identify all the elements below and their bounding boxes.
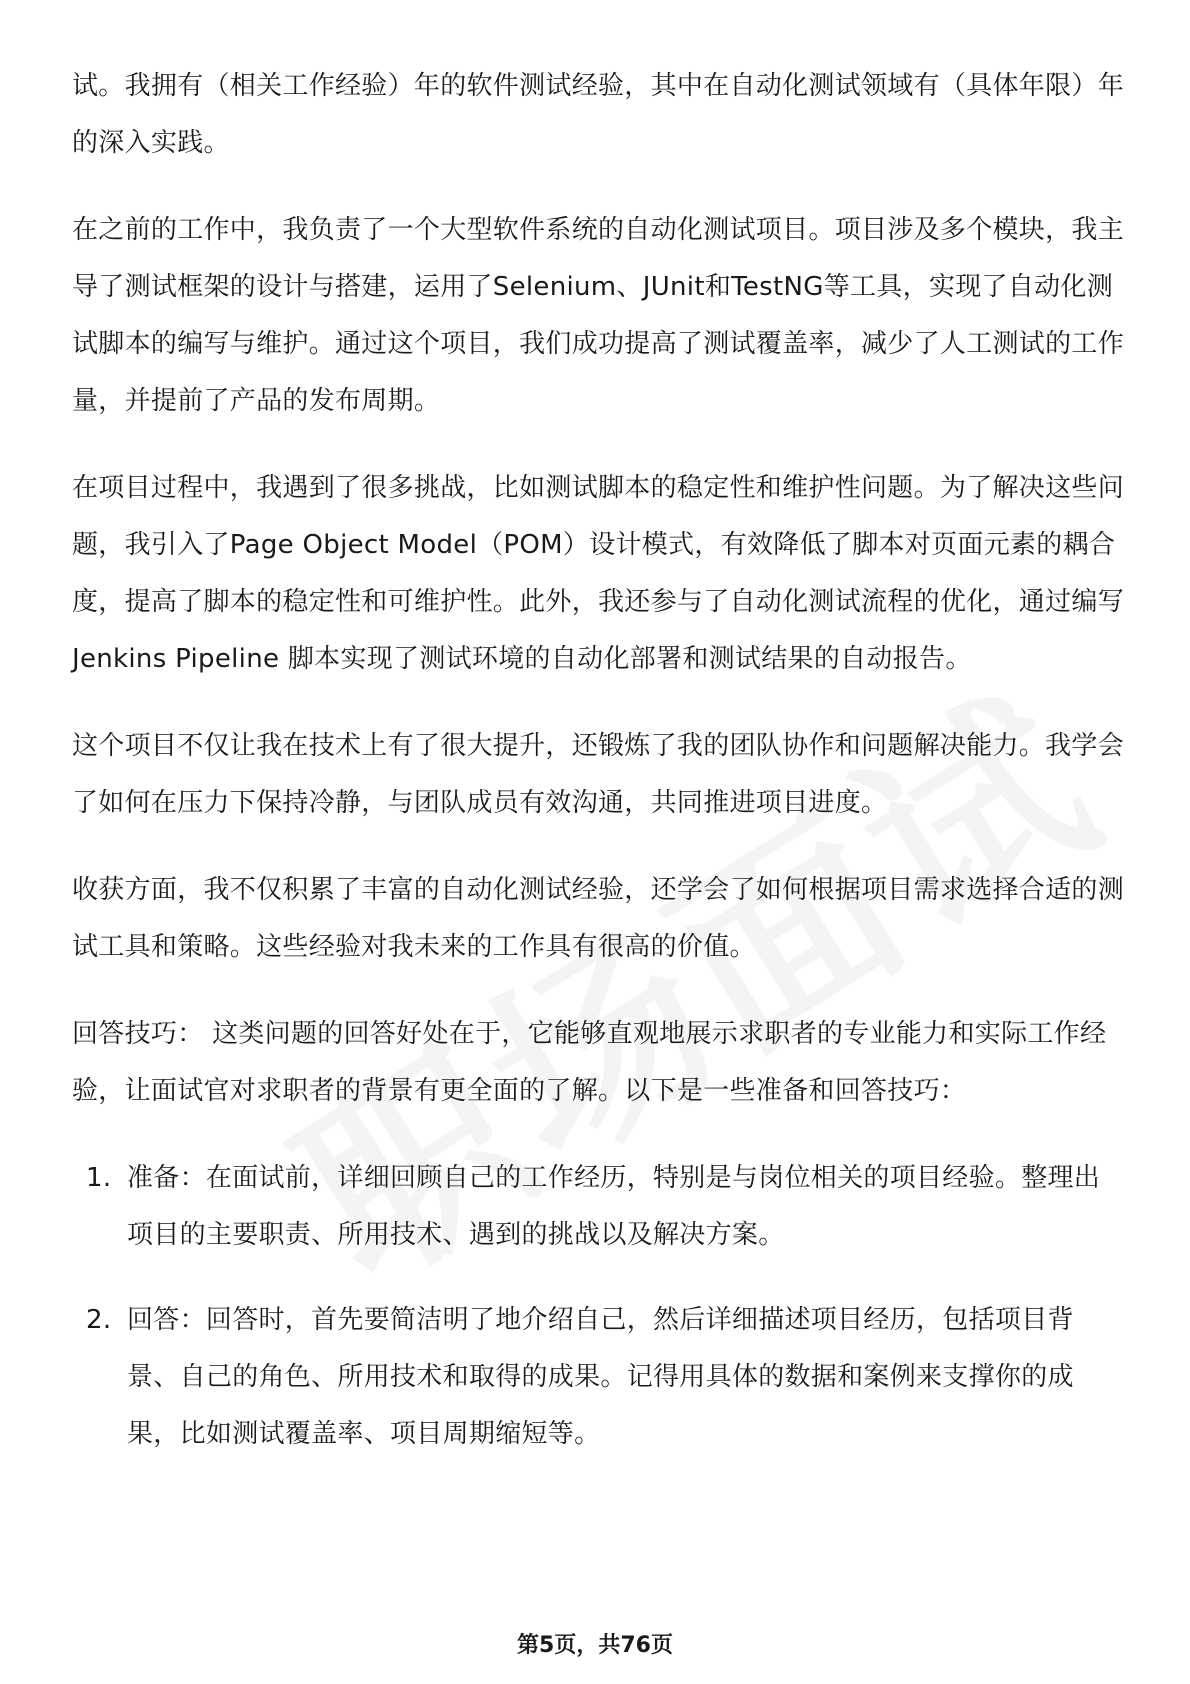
paragraph-gains: 收获方面，我不仅积累了丰富的自动化测试经验，还学会了如何根据项目需求选择合适的测试工具和策略。这些经验对我未来的工作具有很高的价值。 [72, 875, 1125, 962]
tips-list [72, 1150, 1124, 1463]
list-item [72, 1292, 1124, 1463]
list-item-number: 1. [86, 1163, 112, 1193]
list-item-text: 准备：在面试前，详细回顾自己的工作经历，特别是与岗位相关的项目经验。整理出项目的主要职责、所用技术、遇到的挑战以及解决方案。 [127, 1163, 1101, 1250]
paragraph-intro: 试。我拥有（相关工作经验）年的软件测试经验，其中在自动化测试领域有（具体年限）年的深入实践。 [72, 71, 1125, 158]
paragraph-growth: 这个项目不仅让我在技术上有了很大提升，还锻炼了我的团队协作和问题解决能力。我学会了如何在压力下保持冷静，与团队成员有效沟通，共同推进项目进度。 [72, 731, 1125, 818]
list-item-number: 2. [86, 1305, 112, 1335]
document-body [72, 58, 1124, 1491]
paragraph-answer-tips: 回答技巧： 这类问题的回答好处在于，它能够直观地展示求职者的专业能力和实际工作经验，让面试官对求职者的背景有更全面的了解。以下是一些准备和回答技巧： [72, 1019, 1107, 1106]
page-number-footer: 第5页，共76页 [517, 1633, 673, 1658]
paragraph-challenges: 在项目过程中，我遇到了很多挑战，比如测试脚本的稳定性和维护性问题。为了解决这些问题，我引入了Page Object Model（POM）设计模式，有效降低了脚本对页面元素的耦合度，提高了脚本的稳定性和可维护性。此外，我还参与了自动化测试流程的优化，通过编写 Jenkins Pipeline 脚本实现了测试环境的自动化部署和测试结果的自动报告。 [72, 473, 1125, 674]
paragraph-project-overview: 在之前的工作中，我负责了一个大型软件系统的自动化测试项目。项目涉及多个模块，我主导了测试框架的设计与搭建，运用了Selenium、JUnit和TestNG等工具，实现了自动化测试脚本的编写与维护。通过这个项目，我们成功提高了测试覆盖率，减少了人工测试的工作量，并提前了产品的发布周期。 [72, 215, 1125, 416]
list-item [72, 1150, 1124, 1264]
list-item-text: 回答：回答时，首先要简洁明了地介绍自己，然后详细描述项目经历，包括项目背景、自己的角色、所用技术和取得的成果。记得用具体的数据和案例来支撑你的成果，比如测试覆盖率、项目周期缩短等。 [127, 1305, 1074, 1449]
